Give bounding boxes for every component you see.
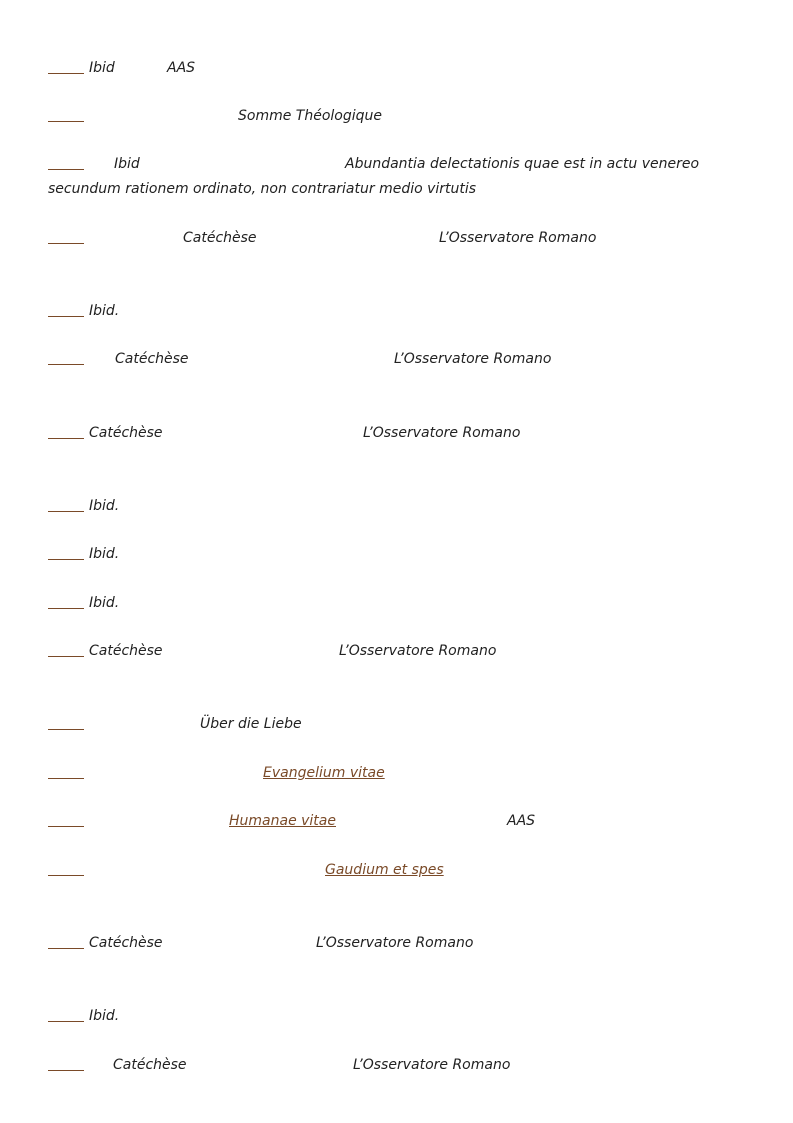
footnote-link[interactable]: Humanae vitae [229, 813, 336, 829]
footnote-text: L’Osservatore Romano [353, 1057, 511, 1073]
footnote-text: Ibid. [89, 1008, 120, 1024]
footnote-marker [48, 656, 84, 657]
footnote-marker [48, 121, 84, 122]
footnote-text: Catéchèse [89, 935, 163, 951]
footnote-text: Catéchèse [89, 425, 163, 441]
footnote-text: Catéchèse [183, 230, 257, 246]
footnote-text: Catéchèse [89, 643, 163, 659]
footnote-text: Ibid. [89, 595, 120, 611]
footnote-text: L’Osservatore Romano [363, 425, 521, 441]
footnote-marker [48, 1021, 84, 1022]
footnote-text: AAS [167, 60, 196, 76]
footnote-text: L’Osservatore Romano [394, 351, 552, 367]
footnote-link[interactable]: Evangelium vitae [263, 765, 385, 781]
footnote-marker [48, 729, 84, 730]
footnote-text: Ibid [114, 156, 140, 172]
footnote-marker [48, 316, 84, 317]
footnote-marker [48, 169, 84, 170]
footnote-text: AAS [507, 813, 536, 829]
footnote-text: Catéchèse [113, 1057, 187, 1073]
footnote-text: Catéchèse [115, 351, 189, 367]
footnote-text: Ibid [89, 60, 115, 76]
footnote-text: Somme Théologique [238, 108, 382, 124]
footnote-marker [48, 364, 84, 365]
footnote-text: L’Osservatore Romano [439, 230, 597, 246]
footnote-text: Ibid. [89, 303, 120, 319]
footnote-marker [48, 511, 84, 512]
footnote-marker [48, 243, 84, 244]
footnote-text: Ibid. [89, 498, 120, 514]
footnote-marker [48, 826, 84, 827]
footnote-marker [48, 608, 84, 609]
footnote-text: Über die Liebe [200, 716, 302, 732]
footnote-3-continuation: secundum rationem ordinato, non contrariatur medio virtutis [48, 181, 477, 197]
footnote-link[interactable]: Gaudium et spes [325, 862, 444, 878]
footnote-marker [48, 948, 84, 949]
footnote-marker [48, 73, 84, 74]
footnote-marker [48, 559, 84, 560]
footnote-marker [48, 438, 84, 439]
footnote-text: Abundantia delectationis quae est in actu venereo [345, 156, 700, 172]
footnote-marker [48, 875, 84, 876]
footnote-marker [48, 778, 84, 779]
footnote-text: Ibid. [89, 546, 120, 562]
footnote-text: L’Osservatore Romano [339, 643, 497, 659]
footnote-text: L’Osservatore Romano [316, 935, 474, 951]
footnote-marker [48, 1070, 84, 1071]
